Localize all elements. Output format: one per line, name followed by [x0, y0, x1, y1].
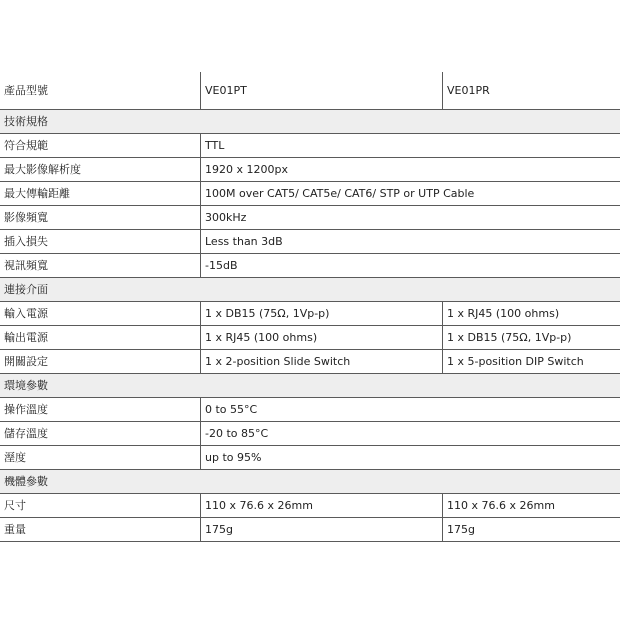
- section-row: [0, 278, 620, 302]
- row-value: TTL: [201, 134, 443, 158]
- table-row: [0, 398, 620, 422]
- section-title-tech: 技術規格: [0, 110, 201, 134]
- row-value: 175g: [443, 518, 620, 542]
- row-label: 儲存溫度: [0, 422, 201, 446]
- row-label: 影像頻寬: [0, 206, 201, 230]
- row-label: 插入損失: [0, 230, 201, 254]
- row-label: 開關設定: [0, 350, 201, 374]
- table-row: [0, 350, 620, 374]
- row-value: 110 x 76.6 x 26mm: [443, 494, 620, 518]
- row-value: 300kHz: [201, 206, 443, 230]
- row-label: 符合規範: [0, 134, 201, 158]
- row-value: 0 to 55°C: [201, 398, 443, 422]
- table-row: [0, 422, 620, 446]
- table-row: [0, 494, 620, 518]
- row-label: 輸出電源: [0, 326, 201, 350]
- row-label: 操作溫度: [0, 398, 201, 422]
- row-label: 最大傳輸距離: [0, 182, 201, 206]
- section-row: [0, 110, 620, 134]
- section-row: [0, 470, 620, 494]
- table-row: [0, 446, 620, 470]
- table-row: [0, 302, 620, 326]
- row-value: 1 x RJ45 (100 ohms): [443, 302, 620, 326]
- row-label: 視訊頻寬: [0, 254, 201, 278]
- spec-table: [0, 72, 620, 542]
- row-value: up to 95%: [201, 446, 443, 470]
- row-value: 175g: [201, 518, 443, 542]
- table-row: [0, 326, 620, 350]
- row-label: 重量: [0, 518, 201, 542]
- row-value: -15dB: [201, 254, 443, 278]
- section-title-environment: 環境參數: [0, 374, 201, 398]
- row-label: 最大影像解析度: [0, 158, 201, 182]
- section-title-interface: 連接介面: [0, 278, 201, 302]
- product-model-label: 產品型號: [0, 72, 201, 110]
- model-ve01pr: VE01PR: [443, 72, 620, 110]
- row-value: 110 x 76.6 x 26mm: [201, 494, 443, 518]
- row-label: 尺寸: [0, 494, 201, 518]
- table-row: [0, 518, 620, 542]
- row-value: 1 x DB15 (75Ω, 1Vp-p): [201, 302, 443, 326]
- table-row: [0, 182, 620, 206]
- section-row: [0, 374, 620, 398]
- row-label: 輸入電源: [0, 302, 201, 326]
- row-value: 1920 x 1200px: [201, 158, 443, 182]
- table-row: [0, 230, 620, 254]
- row-label: 溼度: [0, 446, 201, 470]
- table-row: [0, 134, 620, 158]
- table-row: [0, 254, 620, 278]
- row-value: Less than 3dB: [201, 230, 443, 254]
- model-ve01pt: VE01PT: [201, 72, 443, 110]
- table-header-row: [0, 72, 620, 110]
- row-value: 1 x RJ45 (100 ohms): [201, 326, 443, 350]
- table-row: [0, 158, 620, 182]
- section-title-physical: 機體參數: [0, 470, 201, 494]
- row-value: 1 x DB15 (75Ω, 1Vp-p): [443, 326, 620, 350]
- row-value: 1 x 5-position DIP Switch: [443, 350, 620, 374]
- row-value: -20 to 85°C: [201, 422, 443, 446]
- row-value: 1 x 2-position Slide Switch: [201, 350, 443, 374]
- table-row: [0, 206, 620, 230]
- row-value: 100M over CAT5/ CAT5e/ CAT6/ STP or UTP Cable: [201, 182, 620, 206]
